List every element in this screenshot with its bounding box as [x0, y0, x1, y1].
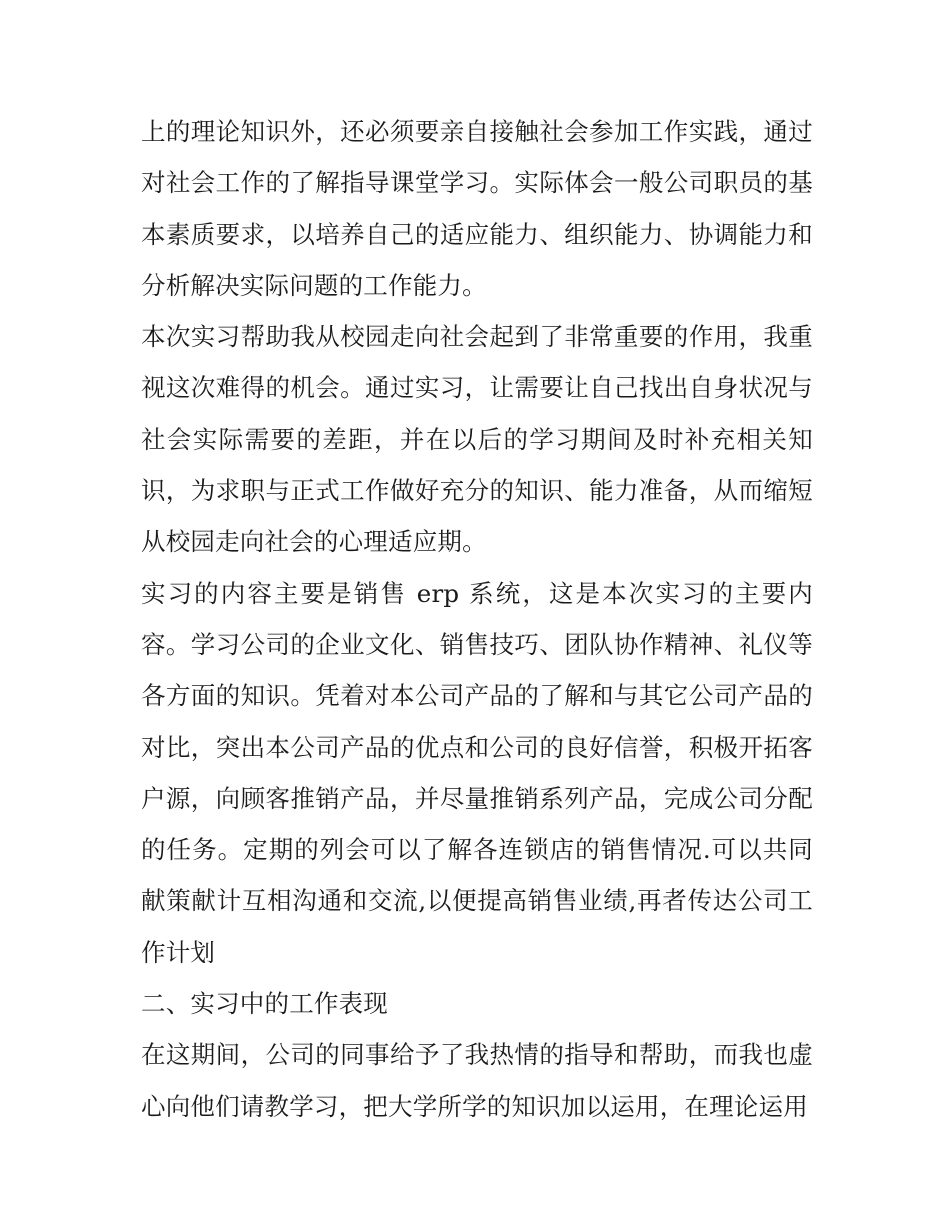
section-heading-work-performance: 二、实习中的工作表现: [141, 989, 388, 1019]
paragraph-internship-importance: 本次实习帮助我从校园走向社会起到了非常重要的作用，我重视这次难得的机会。通过实习，让需要让自己找出自身状况与社会实际需要的差距，并在以后的学习期间及时补充相关知识，为求职与正式工作做好充分的知识、能力准备，从而缩短从校园走向社会的心理适应期。: [141, 322, 813, 557]
paragraph-theory-practice: 上的理论知识外，还必须要亲自接触社会参加工作实践，通过对社会工作的了解指导课堂学习。实际体会一般公司职员的基本素质要求，以培养自己的适应能力、组织能力、协调能力和分析解决实际问题的工作能力。: [141, 117, 813, 300]
paragraph-internship-content: 实习的内容主要是销售 erp 系统，这是本次实习的主要内容。学习公司的企业文化、销售技巧、团队协作精神、礼仪等各方面的知识。凭着对本公司产品的了解和与其它公司产品的对比，突出本公司产品的优点和公司的良好信誉，积极开拓客户源，向顾客推销产品，并尽量推销系列产品，完成公司分配的任务。定期的列会可以了解各连锁店的销售情况.可以共同献策献计互相沟通和交流,以便提高销售业绩,再者传达公司工作计划: [141, 578, 813, 967]
document-body: [141, 106, 813, 1132]
paragraph-colleague-guidance: 在这期间，公司的同事给予了我热情的指导和帮助，而我也虚心向他们请教学习，把大学所学的知识加以运用，在理论运用: [141, 1040, 813, 1121]
